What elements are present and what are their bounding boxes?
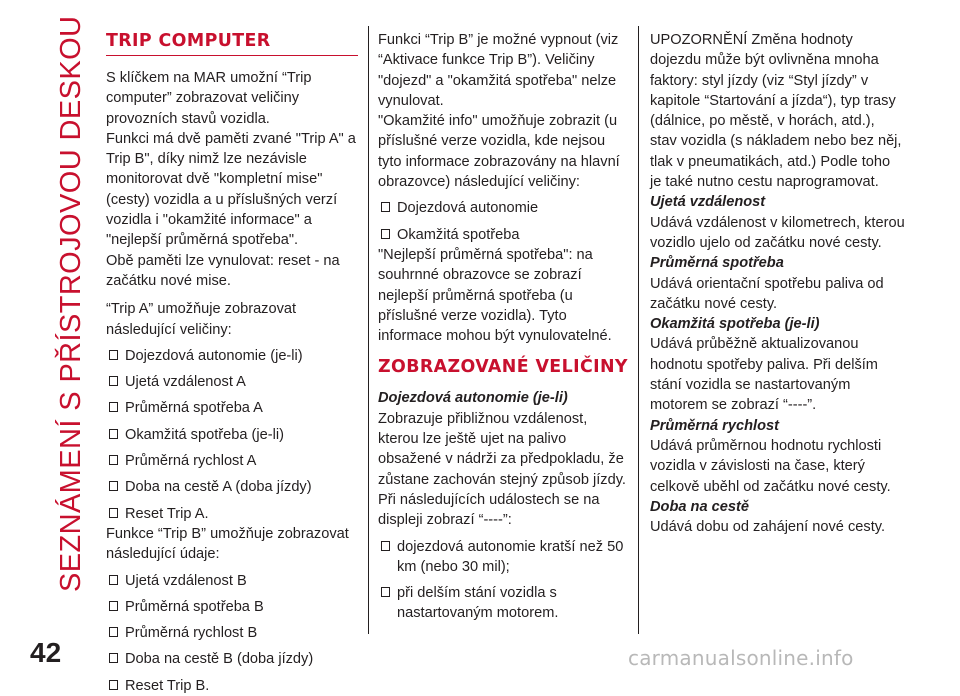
paragraph: Zobrazuje přibližnou vzdálenost, kterou lze ještě ujet na palivo obsažené v nádrži za předpokladu, že zůstane zachován stejný způsob jízdy. Při následujících událostech se na displeji zobrazí “----”: [378,410,626,529]
list-item: Dojezdová autonomie [378,198,628,218]
section-title-trip-computer: TRIP COMPUTER [106,31,271,51]
subheading: Doba na cestě [650,498,749,515]
title-underline [106,55,358,56]
page-number: 42 [30,637,62,668]
list-item: Reset Trip A. [106,504,358,524]
paragraph: Udává průběžně aktualizovanou hodnotu spotřeby paliva. Při delším stání vozidla se nastartovaným motorem se zobrazí “----”. [650,336,878,414]
bullet-box-icon [109,601,118,611]
column-2 [378,30,628,624]
chapter-side-title-text: SEZNÁMENÍ S PŘÍSTROJOVOU DESKOU [55,15,87,592]
paragraph: "Nejlepší průměrná spotřeba": na souhrnné obrazovce se zobrazí nejlepší průměrná spotřeba (u příslušné verze vozidla). Tyto informace mohou být vynulovatelné. [378,246,612,345]
column-divider [368,26,369,634]
list-item: Ujetá vzdálenost A [106,372,358,392]
paragraph: "Okamžité info" umožňuje zobrazit (u příslušné verze vozidla, kde nejsou tyto informace zobrazovány na hlavní obrazovce) následující veličiny: [378,113,620,191]
bullet-box-icon [381,587,390,597]
list-item: Průměrná spotřeba A [106,398,358,418]
bullet-box-icon [109,350,118,360]
list-item: Průměrná rychlost A [106,451,358,471]
list-item: Okamžitá spotřeba (je-li) [106,425,358,445]
paragraph: Udává dobu od zahájení nové cesty. [650,519,886,536]
bullet-box-icon [109,680,118,690]
watermark-text: carmanualsonline.info [628,646,854,670]
bullet-box-icon [381,229,390,239]
subheading: Ujetá vzdálenost [650,194,766,211]
subheading: Okamžitá spotřeba (je-li) [650,316,820,333]
list-item: při delším stání vozidla s nastartovaným motorem. [378,583,628,624]
bullet-box-icon [109,653,118,663]
list-item: Doba na cestě A (doba jízdy) [106,477,358,497]
bullet-box-icon [109,508,118,518]
list-item: Ujetá vzdálenost B [106,571,358,591]
paragraph: “Trip A” umožňuje zobrazovat následující veličiny: [106,301,297,338]
paragraph: Funkce “Trip B” umožňuje zobrazovat následující údaje: [106,525,349,563]
column-1 [106,30,358,696]
paragraph: Funkci “Trip B” je možné vypnout (viz “Aktivace funkce Trip B”). Veličiny "dojezd" a "okamžitá spotřeba" nelze vynulovat. [378,32,619,109]
section-title-displayed-values: ZOBRAZOVANÉ VELIČINY [378,357,628,378]
bullet-box-icon [109,455,118,465]
bullet-box-icon [109,575,118,585]
bullet-box-icon [109,627,118,637]
list-item: Doba na cestě B (doba jízdy) [106,649,358,669]
list-item: Průměrná spotřeba B [106,597,358,617]
list-item: dojezdová autonomie kratší než 50 km (nebo 30 mil); [378,537,628,578]
paragraph: S klíčkem na MAR umožní “Trip computer” zobrazovat veličiny provozních stavů vozidla. [106,70,312,127]
paragraph: Obě paměti lze vynulovat: reset - na začátku nové mise. [106,252,340,289]
paragraph: Udává průměrnou hodnotu rychlosti vozidla v závislosti na čase, který celkově uběhl od začátku nové cesty. [650,437,891,495]
list-item: Okamžitá spotřeba [378,225,628,245]
bullet-box-icon [381,202,390,212]
subheading: Dojezdová autonomie (je-li) [378,390,568,407]
list-item: Dojezdová autonomie (je-li) [106,346,358,366]
list-item: Průměrná rychlost B [106,623,358,643]
bullet-box-icon [109,429,118,439]
subheading: Průměrná spotřeba [650,255,784,272]
paragraph: Funkci má dvě paměti zvané "Trip A" a Trip B", díky nimž lze nezávisle monitorovat dvě "kompletní mise" (cesty) vozidla a u příslušných verzí vozidla i "okamžité informace" a "nejlepší průměrná spotřeba". [106,130,356,249]
paragraph: Udává orientační spotřebu paliva od začátku nové cesty. [650,275,884,312]
bullet-box-icon [109,376,118,386]
subheading: Průměrná rychlost [650,417,779,434]
column-3 [650,30,905,537]
bullet-box-icon [109,402,118,412]
bullet-box-icon [109,481,118,491]
bullet-box-icon [381,541,390,551]
column-divider [638,26,639,634]
paragraph: Udává vzdálenost v kilometrech, kterou vozidlo ujelo od začátku nové cesty. [650,214,905,251]
paragraph-warning: UPOZORNĚNÍ Změna hodnoty dojezdu může být ovlivněna mnoha faktory: styl jízdy (viz “Styl jízdy” v kapitole “Startování a jízda“), typ trasy (dálnice, po městě, v horách, atd.), stav vozidla (s nákladem nebo bez něj, tlak v pneumatikách, atd.) Podle toho je také nutno cestu naprogramovat. [650,32,902,191]
chapter-side-title [50,6,90,596]
list-item: Reset Trip B. [106,676,358,696]
